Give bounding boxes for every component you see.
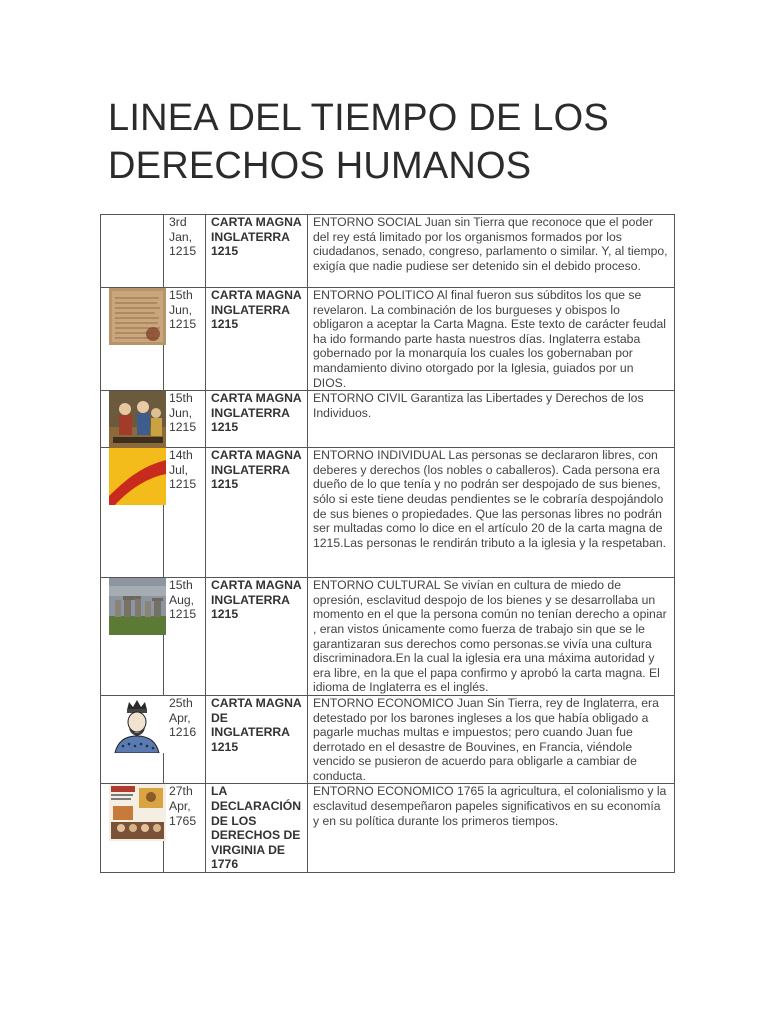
event-title-cell: LA DECLARACIÓN DE LOS DERECHOS DE VIRGINIA DE 1776 xyxy=(206,784,308,873)
timeline-table xyxy=(100,214,675,873)
event-title-cell: CARTA MAGNA DE INGLATERRA 1215 xyxy=(206,695,308,784)
table-row xyxy=(101,784,675,873)
stonehenge-image xyxy=(109,578,166,635)
date-cell: 15th Aug, 1215 xyxy=(164,578,206,696)
description-cell: ENTORNO CIVIL Garantiza las Libertades y Derechos de los Individuos. xyxy=(308,391,675,448)
description-cell: ENTORNO ECONOMICO 1765 la agricultura, el colonialismo y la esclavitud desempeñaron papeles significativos en su economía y en su política durante los primeros tiempos. xyxy=(308,784,675,873)
image-cell xyxy=(101,448,164,578)
medieval-painting-image xyxy=(109,391,166,448)
table-row xyxy=(101,215,675,288)
declaration-collage-image xyxy=(109,784,166,841)
image-cell xyxy=(101,578,164,696)
date-cell: 15th Jun, 1215 xyxy=(164,288,206,391)
manuscript-image xyxy=(109,288,166,345)
description-cell: ENTORNO ECONOMICO Juan Sin Tierra, rey de Inglaterra, era detestado por los barones ingleses a los que había obligado a pagarle muchas multas e impuestos; pero cuando Juan fue derrotado en el desastre de Bouvines, en Francia, viéndole vencido se pusieron de acuerdo para obligarle a cambiar de conducta. xyxy=(308,695,675,784)
date-cell: 27th Apr, 1765 xyxy=(164,784,206,873)
event-title-cell: CARTA MAGNA INGLATERRA 1215 xyxy=(206,578,308,696)
image-cell xyxy=(101,391,164,448)
table-row xyxy=(101,695,675,784)
description-cell: ENTORNO SOCIAL Juan sin Tierra que reconoce que el poder del rey está limitado por los organismos formados por los ciudadanos, senado, congreso, parlamento o similar. Y, al tiempo, exigía que nadie pudiese ser detenido sin el debido proceso. xyxy=(308,215,675,288)
description-cell: ENTORNO POLITICO Al final fueron sus súbditos los que se revelaron. La combinación de los burgueses y obispos lo obligaron a aceptar la Carta Magna. Este texto de carácter feudal ha ido formando parte hasta nuestros días. Inglaterra estaba gobernado por la monarquía los cuales los gobernaban por mandamiento divino otorgado por la Iglesia, guiados por un DIOS. xyxy=(308,288,675,391)
date-cell: 3rd Jan, 1215 xyxy=(164,215,206,288)
table-row xyxy=(101,391,675,448)
description-cell: ENTORNO CULTURAL Se vivían en cultura de miedo de opresión, esclavitud despojo de los bienes y se desarrollaba un momento en el que la persona común no tenían derecho a opinar , eran vistos únicamente como fuerza de trabajo sin que se le garantizaran sus derechos como personas.se vivía una cultura discriminadora.En la cual la iglesia era una máxima autoridad y era libre, en la que el papa confirmo y aprobó la carta magna. El idioma de Inglaterra es el inglés. xyxy=(308,578,675,696)
event-title-cell: CARTA MAGNA INGLATERRA 1215 xyxy=(206,288,308,391)
date-cell: 14th Jul, 1215 xyxy=(164,448,206,578)
king-portrait-image xyxy=(109,696,166,753)
table-row xyxy=(101,578,675,696)
image-cell xyxy=(101,288,164,391)
page-title: LINEA DEL TIEMPO DE LOS DERECHOS HUMANOS xyxy=(108,97,609,187)
event-title-cell: CARTA MAGNA INGLATERRA 1215 xyxy=(206,215,308,288)
date-cell: 25th Apr, 1216 xyxy=(164,695,206,784)
image-cell xyxy=(101,695,164,784)
table-row xyxy=(101,288,675,391)
date-cell: 15th Jun, 1215 xyxy=(164,391,206,448)
event-title-cell: CARTA MAGNA INGLATERRA 1215 xyxy=(206,448,308,578)
image-cell xyxy=(101,215,164,288)
image-cell xyxy=(101,784,164,873)
description-cell: ENTORNO INDIVIDUAL Las personas se declararon libres, con deberes y derechos (los nobles o caballeros). Cada persona era dueño de lo que tenía y no podrán ser despojado de sus bienes, sólo si este tiene deudas pendientes se le cobraría despojándolo de sus bienes o propiedades. Que las personas libres no podrán ser multadas como lo dice en el artículo 20 de la carta magna de 1215.Las personas le rendirán tributo a la iglesia y la respetaban. xyxy=(308,448,675,578)
table-row xyxy=(101,448,675,578)
flag-image xyxy=(109,448,166,505)
event-title-cell: CARTA MAGNA INGLATERRA 1215 xyxy=(206,391,308,448)
